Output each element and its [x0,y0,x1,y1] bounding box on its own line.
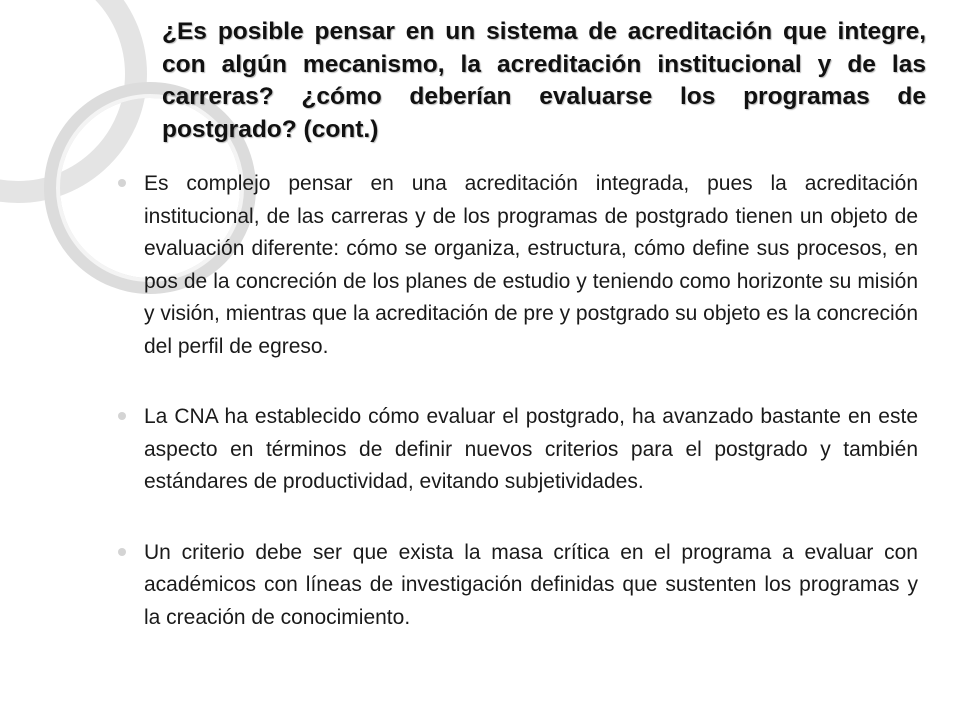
bullet-text: Un criterio debe ser que exista la masa crítica en el programa a evaluar con académicos con líneas de investigación definidas que sustenten los programas y la creación de conocimiento. [144,540,918,629]
bullet-item [118,537,918,635]
bullet-text: La CNA ha establecido cómo evaluar el postgrado, ha avanzado bastante en este aspecto en términos de definir nuevos criterios para el postgrado y también estándares de productividad, evitando subjetividades. [144,405,918,493]
bullet-dot-icon [118,548,126,556]
slide-title: ¿Es posible pensar en un sistema de acreditación que integre, con algún mecanismo, la acreditación institucional y de las carreras? ¿cómo deberían evaluarse los programas de postgrado? (cont.) [162,18,926,143]
bullet-list [118,168,918,672]
bullet-text: Es complejo pensar en una acreditación integrada, pues la acreditación institucional, de las carreras y de los programas de postgrado tienen un objeto de evaluación diferente: cómo se organiza, estructura, cómo define sus procesos, en pos de la concreción de los planes de estudio y teniendo como horizonte su misión y visión, mientras que la acreditación de pre y postgrado su objeto es la concreción del perfil de egreso. [144,172,918,358]
bullet-dot-icon [118,179,126,187]
bullet-dot-icon [118,412,126,420]
decorative-ring-outer [0,0,136,192]
bullet-item [118,401,918,499]
bullet-item [118,168,918,363]
